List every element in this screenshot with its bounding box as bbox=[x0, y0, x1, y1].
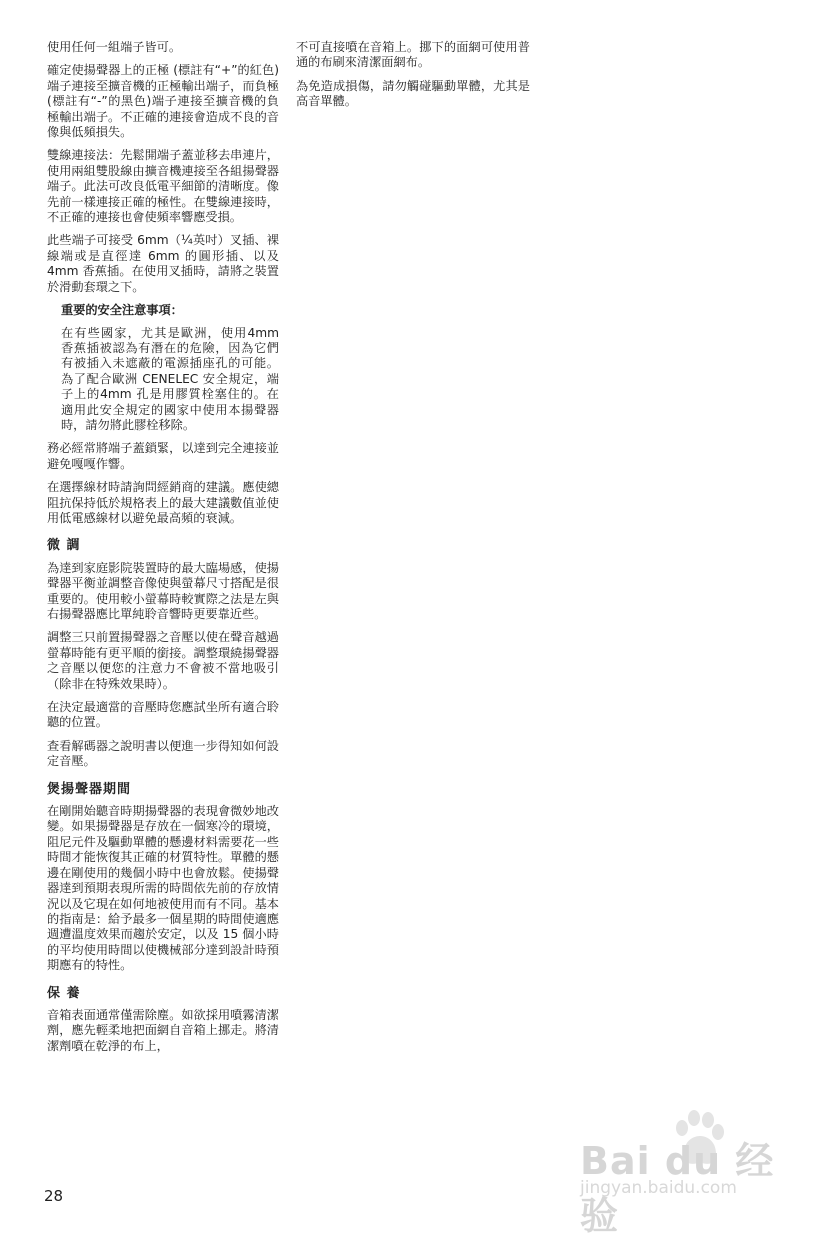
paragraph-care: 音箱表面通常僅需除塵。如欲採用噴霧清潔劑，應先輕柔地把面網自音箱上挪走。將清潔劑噴在乾淨的布上， bbox=[47, 1007, 279, 1053]
watermark-url: jingyan.baidu.com bbox=[580, 1178, 737, 1198]
paragraph-level-adjust: 調整三只前置揚聲器之音壓以使在聲音越過螢幕時能有更平順的銜接。調整環繞揚聲器之音壓以便您的注意力不會被不當地吸引（除非在特殊效果時）。 bbox=[47, 630, 279, 691]
safety-title: 重要的安全注意事項： bbox=[61, 303, 183, 318]
paragraph-home-theater: 為達到家庭影院裝置時的最大臨場感，使揚聲器平衡並調整音像使與螢幕尺寸搭配是很重要的。使用較小螢幕時較實際之法是左與右揚聲器應比單純聆音響時更要靠近些。 bbox=[47, 560, 279, 621]
paragraph-any-terminals: 使用任何一組端子皆可。 bbox=[47, 40, 182, 54]
paragraph-polarity: 確定使揚聲器上的正極 (標註有“+”的紅色)端子連接至擴音機的正極輸出端子，而負極(標註有“-”的黑色)端子連接至擴音機的負極輸出端子。不正確的連接會造成不良的音像與低頻損失。 bbox=[47, 63, 279, 140]
page-number: 28 bbox=[44, 1187, 64, 1205]
paragraph-bi-wiring: 雙線連接法：先鬆開端子蓋並移去串連片，使用兩組雙股線由擴音機連接至各組揚聲器端子。此法可改良低電平細節的清晰度。像先前一樣連接正確的極性。在雙線連接時，不正確的連接也會使頻率響應受損。 bbox=[47, 148, 279, 225]
paragraph-decoder-manual: 查看解碼器之說明書以便進一步得知如何設定音壓。 bbox=[47, 738, 279, 769]
paragraph-driver-warning: 為免造成損傷，請勿觸碰驅動單體，尤其是高音單體。 bbox=[296, 78, 530, 109]
right-column bbox=[296, 40, 530, 118]
heading-fine-tuning: 微 調 bbox=[47, 538, 81, 554]
baidu-watermark bbox=[580, 1110, 780, 1238]
paragraph-terminal-caps: 務必經常將端子蓋鎖緊，以達到完全連接並避免嘎嘎作響。 bbox=[47, 441, 279, 471]
paragraph-terminal-plugs: 此些端子可接受 6mm（¼英吋）叉插、裸線端或是直徑達 6mm 的圓形插、以及 4mm 香蕉插。在使用叉插時，請將之裝置於滑動套環之下。 bbox=[47, 233, 279, 294]
safety-text: 在有些國家，尤其是歐洲，使用4mm 香蕉插被認為有潛在的危險，因為它們有被插入未遮蔽的電源插座孔的可能。為了配合歐洲 CENELEC 安全規定，端子上的4mm 孔是用膠質栓塞住的。在適用此安全規定的國家中使用本揚聲器時，請勿將此膠栓移除。 bbox=[61, 325, 279, 432]
heading-care: 保 養 bbox=[47, 985, 81, 1001]
paragraph-listening-positions: 在決定最適當的音壓時您應試坐所有適合聆聽的位置。 bbox=[47, 700, 279, 730]
paragraph-cable-choice: 在選擇線材時請詢問經銷商的建議。應使總阻抗保持低於規格表上的最大建議數值並使用低電感線材以避免最高頻的衰減。 bbox=[47, 480, 279, 525]
left-column bbox=[47, 40, 279, 1062]
paragraph-burn-in: 在剛開始聽音時期揚聲器的表現會微妙地改變。如果揚聲器是存放在一個寒冷的環境，阻尼元件及驅動單體的懸邊材料需要花一些時間才能恢復其正確的材質特性。單體的懸邊在剛使用的幾個小時中也會放鬆。使揚聲器達到預期表現所需的時間依先前的存放情況以及它現在如何地被使用而有不同。基本的指南是：給予最多一個星期的時間使適應週遭溫度效果而趨於安定，以及 15 個小時的平均使用時間以使機械部分達到設計時預期應有的特性。 bbox=[47, 804, 279, 973]
heading-burn-in: 煲揚聲器期間 bbox=[47, 781, 132, 797]
paragraph-grille-cleaning: 不可直接噴在音箱上。挪下的面網可使用普通的布刷來清潔面網布。 bbox=[296, 40, 530, 70]
watermark-logo: Bai du 经验 bbox=[580, 1139, 775, 1238]
